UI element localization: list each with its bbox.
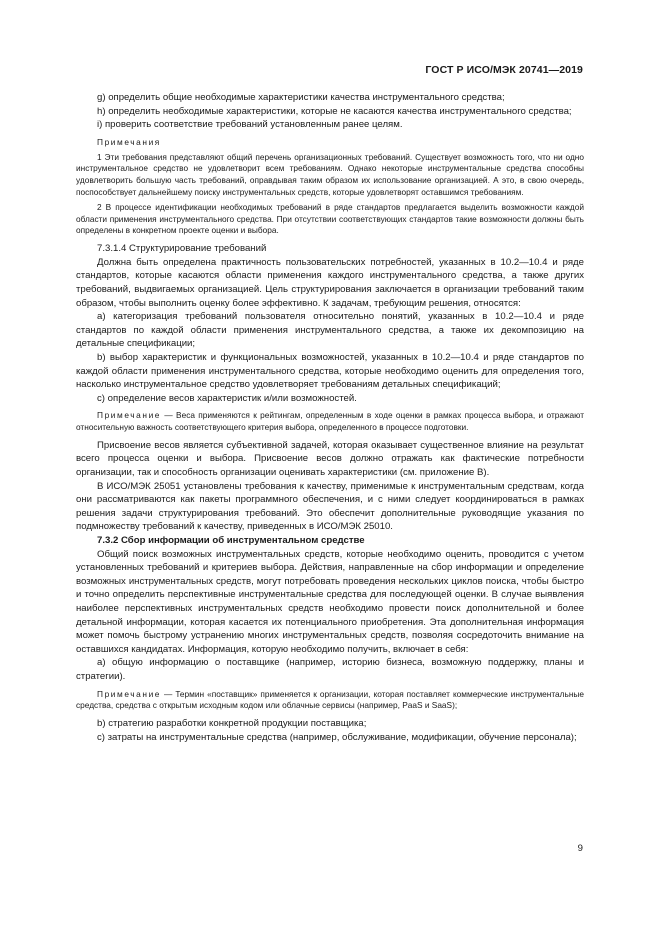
section-7-3-1-4-title: 7.3.1.4 Структурирование требований	[97, 243, 267, 255]
section-7-3-1-4-intro: Должна быть определена практичность пользовательских потребностей, указанных в 10.2—10.4 и ряде стандартов, которые касаются области применения каждого инструментального средства, а также других требований, выдвигаемых организацией. Цель структурирования заключается в организации требований таким образом, чтобы выполнить оценку более эффективно. К задачам, требующим решения, относятся:	[76, 256, 584, 309]
note-1: 1 Эти требования представляют общий перечень организационных требований. Существует возможность того, что ни одно инструментальное средство не удовлетворит всем требованиям. Однако некоторые инструментальные средства способны удовлетворить большую часть требований, оправдывая таким образом их использование организацией. А это, в свою очередь, поспособствует дальнейшему поиску инструментальных средств, которые удовлетворят оставшимся требованиям.	[76, 151, 584, 197]
note-text: — Термин «поставщик» применяется к организации, которая поставляет коммерческие инструментальные средства, средства с открытым исходным кодом или облачные сервисы (например, PaaS и SaaS);	[76, 688, 584, 711]
section-7-3-2-paragraph: Общий поиск возможных инструментальных средств, которые необходимо оценить, проводится с учетом установленных требований и критериев выбора. Действия, направленные на сбор информации и определение возможных инструментальных средств, могут потребовать проведения нескольких циклов поиска, чтобы быстро и точно определить перспективные инструментальные средства для последующей оценки. В случае выявления наиболее перспективных инструментальных средств необходимо провести поиск дополнительной и более детальной информации, которая касается их потенциального приобретения. Эта дополнительная информация может помочь быстрому устранению многих инструментальных средств, позволяя сосредоточить внимание на оставшихся кандидатах. Информация, которую необходимо получить, включает в себя:	[76, 548, 584, 655]
item-g: g) определить общие необходимые характеристики качества инструментального средства;	[97, 92, 505, 103]
item-c: с) определение весов характеристик и/или возможностей.	[97, 392, 357, 404]
standard-header: ГОСТ Р ИСО/МЭК 20741—2019	[425, 64, 583, 76]
note-label: Примечание	[97, 688, 162, 699]
item-b-strategy: b) стратегию разработки конкретной продукции поставщика;	[97, 718, 367, 730]
note-text: — Веса применяются к рейтингам, определенным в ходе оценки в рамках процесса выбора, и отражают относительную важность соответствующего критерия выбора, определенного в процессе подготовки.	[76, 410, 584, 433]
page-number: 9	[577, 843, 583, 854]
item-c-costs: c) затраты на инструментальные средства (например, обслуживание, модификации, обучение персонала);	[97, 731, 577, 743]
note-weights	[76, 410, 584, 434]
notes-label: Примечания	[97, 136, 161, 147]
item-h: h) определить необходимые характеристики, которые не касаются качества инструментального средства;	[97, 105, 572, 117]
weights-paragraph: Присвоение весов является субъективной задачей, которая оказывает существенное влияние на результат всего процесса оценки и выбора. Присвоение весов должно отражать как фактические потребности организации, так и способность организации оценивать характеристики (см. приложение В).	[76, 439, 584, 479]
page-content	[76, 91, 584, 744]
item-i: i) проверить соответствие требований установленным ранее целям.	[97, 119, 403, 131]
item-a-supplier: а) общую информацию о поставщике (например, историю бизнеса, возможную поддержку, планы и стратегии).	[76, 657, 584, 682]
note-label: Примечание	[97, 410, 162, 421]
note-supplier	[76, 689, 584, 713]
section-7-3-2-title: 7.3.2 Сбор информации об инструментальном средстве	[97, 535, 365, 547]
item-b: b) выбор характеристик и функциональных возможностей, указанных в 10.2—10.4 и ряде стандартов по каждой области применения инструментального средства, которые необходимо оценить для определения того, насколько инструментальное средство удовлетворяет требованиям детальных спецификаций;	[76, 351, 584, 391]
note-2: 2 В процессе идентификации необходимых требований в ряде стандартов предлагается выделить возможности каждой области применения инструментального средства. При отсутствии соответствующих стандартов такие возможности должны быть определены в конкретном проекте оценки и выбора.	[76, 201, 584, 236]
iso-25051-paragraph: В ИСО/МЭК 25051 установлены требования к качеству, применимые к инструментальным средствам, когда они рассматриваются как пакеты программного обеспечения, и с ними следует координироваться в рамках решения задачи структурирования требований. Это обеспечит дополнительные руководящие указания по подмножеству требований к качеству, приведенных в ИСО/МЭК 25010.	[76, 480, 584, 533]
item-a: а) категоризация требований пользователя относительно понятий, указанных в 10.2—10.4 и ряде стандартов по каждой области применения инструментального средства, а также их декомпозицию на детальные спецификации;	[76, 311, 584, 350]
